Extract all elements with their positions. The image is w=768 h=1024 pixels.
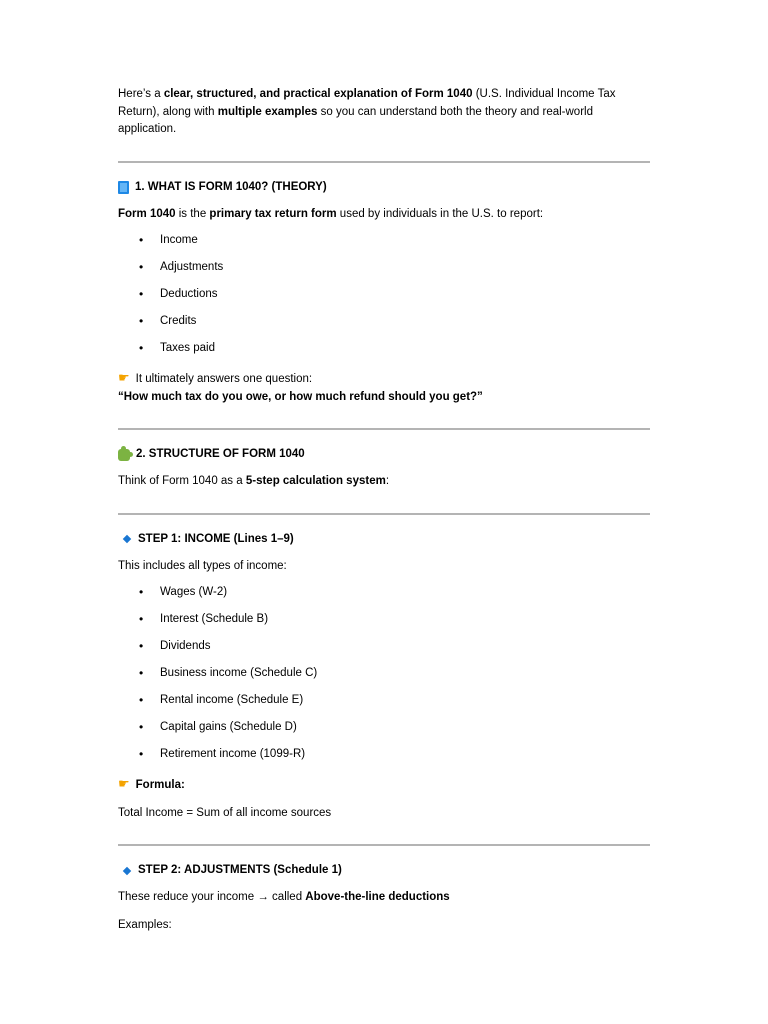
document-content — [118, 86, 650, 934]
step-2-paragraph: These reduce your income → called Above-the-line deductions — [118, 891, 450, 903]
section-1-heading: 1. WHAT IS FORM 1040? (THEORY) — [118, 179, 650, 196]
step-1-intro: This includes all types of income: — [118, 559, 287, 572]
blue-diamond-icon — [123, 535, 131, 543]
list-item: • Retirement income (1099-R) — [118, 746, 650, 763]
section-2-paragraph: Think of Form 1040 as a 5-step calculation system: — [118, 475, 390, 487]
list-item: • Deductions — [118, 286, 650, 303]
list-item: • Interest (Schedule B) — [118, 611, 650, 628]
step-1-heading: STEP 1: INCOME (Lines 1–9) — [118, 531, 650, 548]
list-item: • Adjustments — [118, 259, 650, 276]
section-1-question: “How much tax do you owe, or how much refund should you get?” — [118, 390, 483, 403]
divider — [118, 844, 650, 846]
divider — [118, 428, 650, 430]
list-item: • Income — [118, 232, 650, 249]
list-item: • Taxes paid — [118, 340, 650, 357]
intro-paragraph: Here’s a clear, structured, and practical explanation of Form 1040 (U.S. Individual Income Tax Return), along with multiple examples so you can understand both the theory and real-world application. — [118, 88, 616, 135]
step-2-examples-label: Examples: — [118, 918, 172, 931]
list-item: • Credits — [118, 313, 650, 330]
step-2-heading: STEP 2: ADJUSTMENTS (Schedule 1) — [118, 862, 650, 879]
section-1-paragraph: Form 1040 is the primary tax return form used by individuals in the U.S. to report: — [118, 207, 544, 220]
list-item: • Capital gains (Schedule D) — [118, 719, 650, 736]
pointing-hand-icon: ☛ — [118, 776, 130, 791]
section-1-note: ☛ It ultimately answers one question: — [118, 370, 313, 385]
list-item: • Business income (Schedule C) — [118, 665, 650, 682]
list-item: • Dividends — [118, 638, 650, 655]
section-2-heading: 2. STRUCTURE OF FORM 1040 — [118, 446, 650, 463]
step-1-formula: Total Income = Sum of all income sources — [118, 806, 332, 819]
puzzle-icon — [118, 449, 130, 461]
step-1-formula-label: ☛ Formula: — [118, 776, 185, 791]
divider — [118, 513, 650, 515]
step-1-list — [118, 584, 650, 763]
blue-diamond-icon — [123, 866, 131, 874]
book-icon — [118, 181, 129, 194]
section-1-list — [118, 232, 650, 357]
divider — [118, 161, 650, 163]
pointing-hand-icon: ☛ — [118, 370, 130, 385]
list-item: • Wages (W-2) — [118, 584, 650, 601]
list-item: • Rental income (Schedule E) — [118, 692, 650, 709]
